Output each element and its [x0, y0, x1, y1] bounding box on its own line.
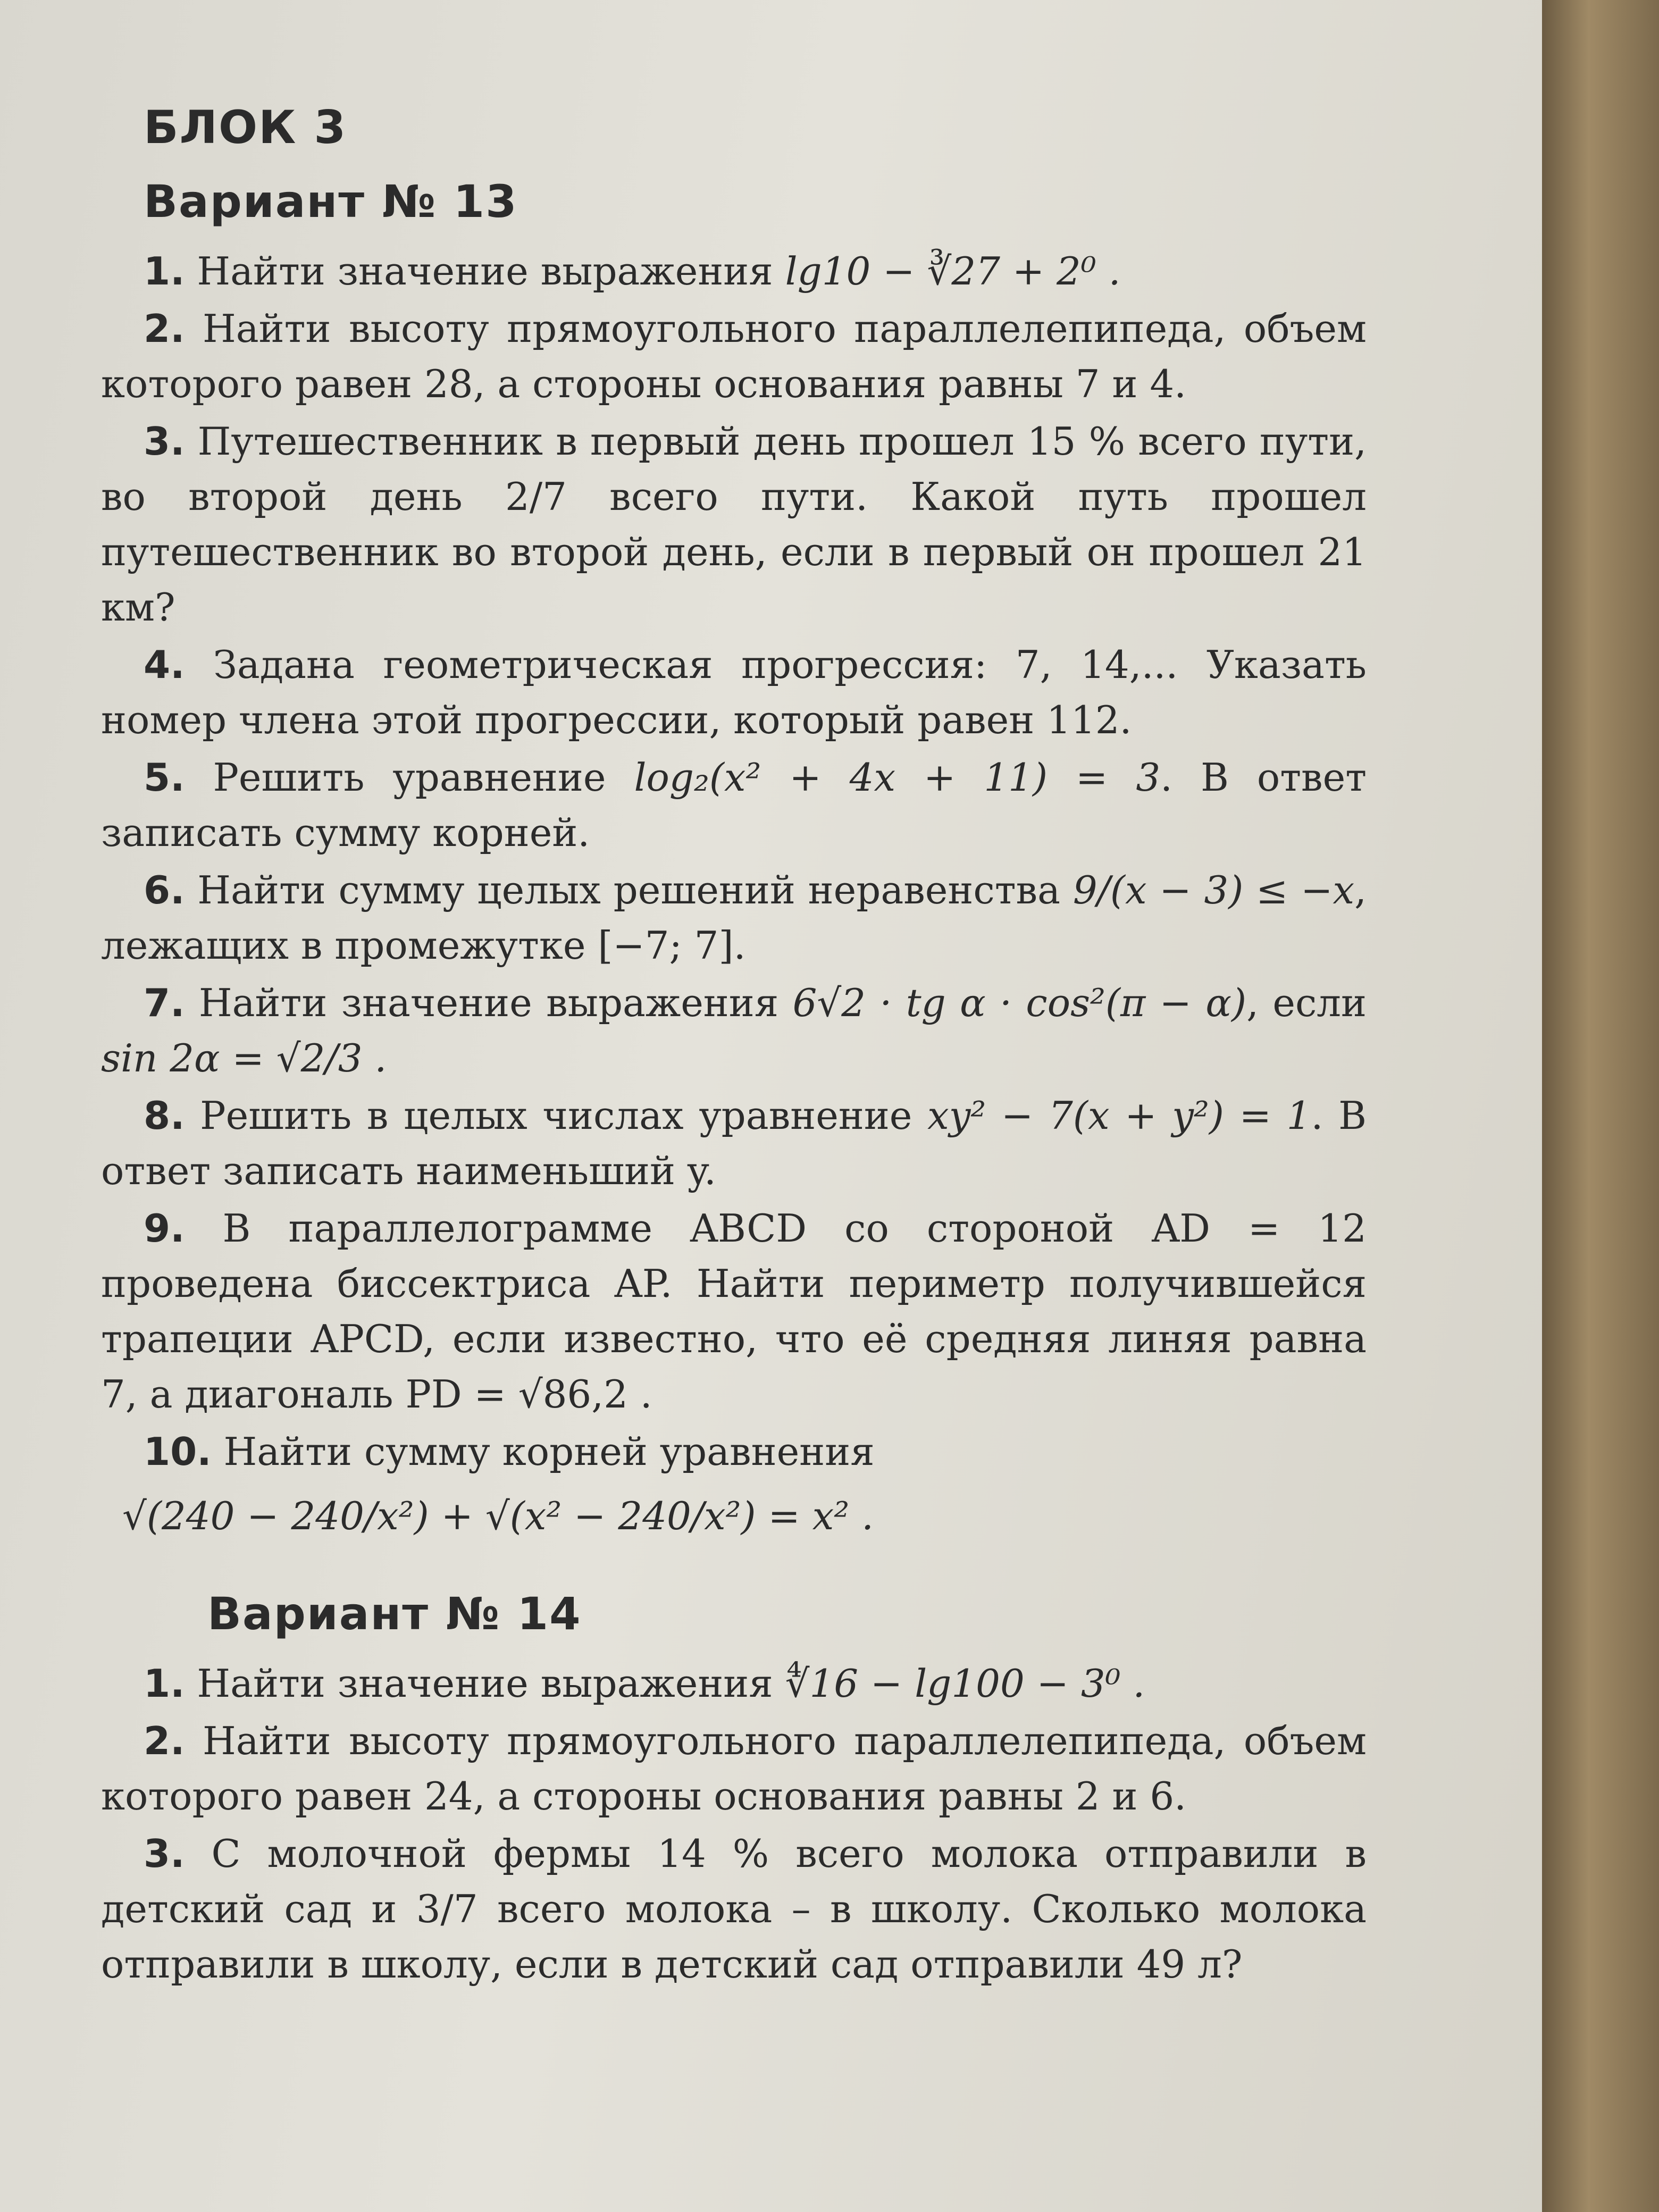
problem-number: 6. — [144, 868, 185, 912]
problem-13-7 — [101, 975, 1367, 1086]
problem-number: 5. — [144, 755, 185, 800]
problem-13-9 — [101, 1201, 1367, 1422]
variant-14-title: Вариант № 14 — [207, 1588, 582, 1640]
problem-formula: √(240 − 240/x²) + √(x² − 240/x²) = x² . — [122, 1494, 874, 1538]
problem-number: 9. — [144, 1206, 185, 1251]
problem-number: 8. — [144, 1093, 185, 1138]
problem-text: Решить в целых числах уравнение — [200, 1093, 912, 1138]
problem-text: Найти сумму целых решений неравенства — [197, 868, 1061, 912]
problem-text-continued: , лежащих в промежутке [−7; 7]. — [101, 868, 1367, 968]
problem-text: Задана геометрическая прогрессия: 7, 14,... Указать номер члена этой прогрессии, который равен 112. — [101, 642, 1367, 742]
problem-text: Решить уравнение — [213, 755, 606, 800]
problem-formula: 6√2 · tg α · cos²(π − α) — [792, 981, 1247, 1025]
problem-formula: 9/(x − 3) ≤ −x — [1073, 868, 1355, 912]
problem-13-3 — [101, 414, 1367, 635]
problem-number: 1. — [144, 249, 185, 294]
problem-13-2 — [101, 301, 1367, 412]
problem-14-2 — [101, 1713, 1367, 1824]
problem-13-6 — [101, 862, 1367, 973]
problem-text-continued: , если — [1246, 981, 1367, 1025]
page-edge-background — [1542, 0, 1659, 2212]
problem-number: 3. — [144, 1831, 185, 1876]
block-title: БЛОК 3 — [144, 101, 347, 154]
problem-text: Найти высоту прямоугольного параллелепипеда, объем которого равен 24, а стороны основания равны 2 и 6. — [101, 1719, 1367, 1819]
problem-formula: ∜16 − lg100 − 3⁰ . — [785, 1661, 1145, 1706]
problem-formula: xy² − 7(x + y²) = 1 — [927, 1093, 1311, 1138]
problem-13-10-formula-line — [122, 1481, 1367, 1551]
problem-number: 2. — [144, 306, 185, 351]
problem-text: Найти значение выражения — [197, 249, 773, 294]
problem-text: Путешественник в первый день прошел 15 % всего пути, во второй день 2/7 всего пути. Какой путь прошел путешественник во второй день, если в первый он прошел 21 км? — [101, 419, 1367, 630]
problem-formula-2: sin 2α = √2/3 . — [101, 1036, 387, 1080]
problem-text: Найти сумму корней уравнения — [223, 1429, 875, 1474]
problem-14-3 — [101, 1826, 1367, 1992]
problem-text: В параллелограмме ABCD со стороной AD = 12 проведена биссектриса AP. Найти периметр получившейся трапеции APCD, если известно, что её средняя линяя равна 7, а диагональ PD = √86,2 . — [101, 1206, 1367, 1417]
problem-text-continued: . В ответ записать наименьший y. — [101, 1093, 1367, 1193]
problem-text: Найти высоту прямоугольного параллелепипеда, объем которого равен 28, а стороны основания равны 7 и 4. — [101, 306, 1367, 406]
page-content — [101, 101, 1367, 1994]
problem-number: 10. — [144, 1429, 212, 1474]
variant-13-title: Вариант № 13 — [144, 175, 518, 228]
problem-number: 3. — [144, 419, 185, 464]
problem-text-continued: . В ответ записать сумму корней. — [101, 755, 1367, 855]
problem-text: С молочной фермы 14 % всего молока отправили в детский сад и 3/7 всего молока – в школу. Сколько молока отправили в школу, если в детский сад отправили 49 л? — [101, 1831, 1367, 1987]
problem-formula: log₂(x² + 4x + 11) = 3 — [634, 755, 1161, 800]
problem-formula: lg10 − ∛27 + 2⁰ . — [785, 249, 1121, 294]
problem-13-10 — [101, 1424, 1367, 1479]
problem-13-5 — [101, 750, 1367, 860]
problem-number: 1. — [144, 1661, 185, 1706]
problem-13-1 — [101, 244, 1367, 299]
problem-13-4 — [101, 637, 1367, 748]
problem-number: 2. — [144, 1719, 185, 1763]
problem-number: 7. — [144, 981, 185, 1025]
problem-text: Найти значение выражения — [197, 1661, 773, 1706]
problem-14-1 — [101, 1656, 1367, 1711]
problem-text: Найти значение выражения — [198, 981, 779, 1025]
problem-13-8 — [101, 1088, 1367, 1199]
problem-number: 4. — [144, 642, 185, 687]
